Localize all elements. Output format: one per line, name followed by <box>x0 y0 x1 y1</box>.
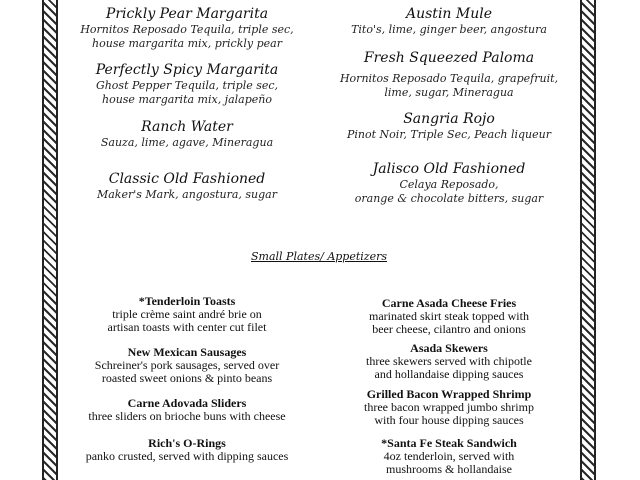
cocktail-name: Jalisco Old Fashioned <box>372 161 526 177</box>
cocktail-item <box>324 161 574 206</box>
cocktail-name: Classic Old Fashioned <box>108 171 266 187</box>
appetizer-name: New Mexican Sausages <box>127 345 247 359</box>
cocktail-name: Sangria Rojo <box>403 111 495 127</box>
appetizer-desc: 4oz tenderloin, served with <box>383 449 515 463</box>
appetizer-name: *Santa Fe Steak Sandwich <box>381 436 517 450</box>
cocktail-item <box>62 62 312 107</box>
cocktail-desc: Sauza, lime, agave, Mineragua <box>100 136 274 149</box>
appetizer-item <box>324 387 574 427</box>
cocktail-item <box>324 111 574 142</box>
appetizer-desc: marinated skirt steak topped with <box>369 309 529 323</box>
cocktail-name: Fresh Squeezed Paloma <box>363 50 535 66</box>
appetizer-desc: panko crusted, served with dipping sauces <box>85 449 289 463</box>
appetizer-desc: and hollandaise dipping sauces <box>374 367 524 381</box>
cocktail-item <box>324 50 574 100</box>
appetizer-desc: roasted sweet onions & pinto beans <box>101 371 273 385</box>
cocktail-name: Ranch Water <box>141 119 233 135</box>
cocktail-item <box>62 119 312 150</box>
decorative-border-right <box>580 0 596 480</box>
appetizer-item <box>62 436 312 463</box>
cocktail-item <box>62 171 312 202</box>
appetizer-desc: three bacon wrapped jumbo shrimp <box>364 400 534 414</box>
cocktail-name: Prickly Pear Margarita <box>105 6 269 22</box>
cocktail-desc: Maker's Mark, angostura, sugar <box>96 188 277 201</box>
appetizer-desc: Schreiner's pork sausages, served over <box>94 358 280 372</box>
appetizer-desc: three skewers served with chipotle <box>366 354 532 368</box>
appetizer-desc: triple crème saint andré brie on <box>112 307 262 321</box>
cocktail-desc: orange & chocolate bitters, sugar <box>354 192 544 205</box>
cocktail-desc: Hornitos Reposado Tequila, triple sec, <box>80 23 294 36</box>
cocktail-desc: house margarita mix, prickly pear <box>92 37 282 50</box>
cocktail-item <box>324 6 574 37</box>
appetizer-desc: mushrooms & hollandaise <box>386 462 512 476</box>
cocktail-desc: Hornitos Reposado Tequila, grapefruit, <box>339 72 559 85</box>
section-title: Small Plates/ Appetizers <box>251 250 387 263</box>
appetizer-item <box>324 341 574 381</box>
appetizer-name: Grilled Bacon Wrapped Shrimp <box>366 387 532 401</box>
appetizer-desc: beer cheese, cilantro and onions <box>372 322 526 336</box>
cocktail-item <box>62 6 312 51</box>
appetizer-item <box>62 294 312 334</box>
appetizer-name: Rich's O-Rings <box>148 436 226 450</box>
cocktail-name: Perfectly Spicy Margarita <box>95 62 279 78</box>
appetizer-name: *Tenderloin Toasts <box>138 294 236 308</box>
menu-page <box>62 0 576 480</box>
cocktail-desc: Pinot Noir, Triple Sec, Peach liqueur <box>347 128 551 141</box>
decorative-border-left <box>42 0 58 480</box>
cocktail-desc: Celaya Reposado, <box>399 178 499 191</box>
appetizer-item <box>324 296 574 336</box>
appetizer-item <box>324 436 574 476</box>
appetizer-name: Carne Asada Cheese Fries <box>381 296 517 310</box>
cocktail-name: Austin Mule <box>406 6 492 22</box>
appetizer-name: Carne Adovada Sliders <box>127 396 247 410</box>
appetizer-desc: three sliders on brioche buns with cheese <box>88 409 286 423</box>
appetizer-item <box>62 396 312 423</box>
cocktail-desc: Ghost Pepper Tequila, triple sec, <box>95 79 279 92</box>
cocktail-desc: lime, sugar, Mineragua <box>384 86 514 99</box>
appetizer-desc: with four house dipping sauces <box>374 413 524 427</box>
cocktail-desc: Tito's, lime, ginger beer, angostura <box>351 23 547 36</box>
appetizer-item <box>62 345 312 385</box>
cocktail-desc: house margarita mix, jalapeño <box>102 93 272 106</box>
appetizer-desc: artisan toasts with center cut filet <box>107 320 267 334</box>
appetizer-name: Asada Skewers <box>410 341 488 355</box>
